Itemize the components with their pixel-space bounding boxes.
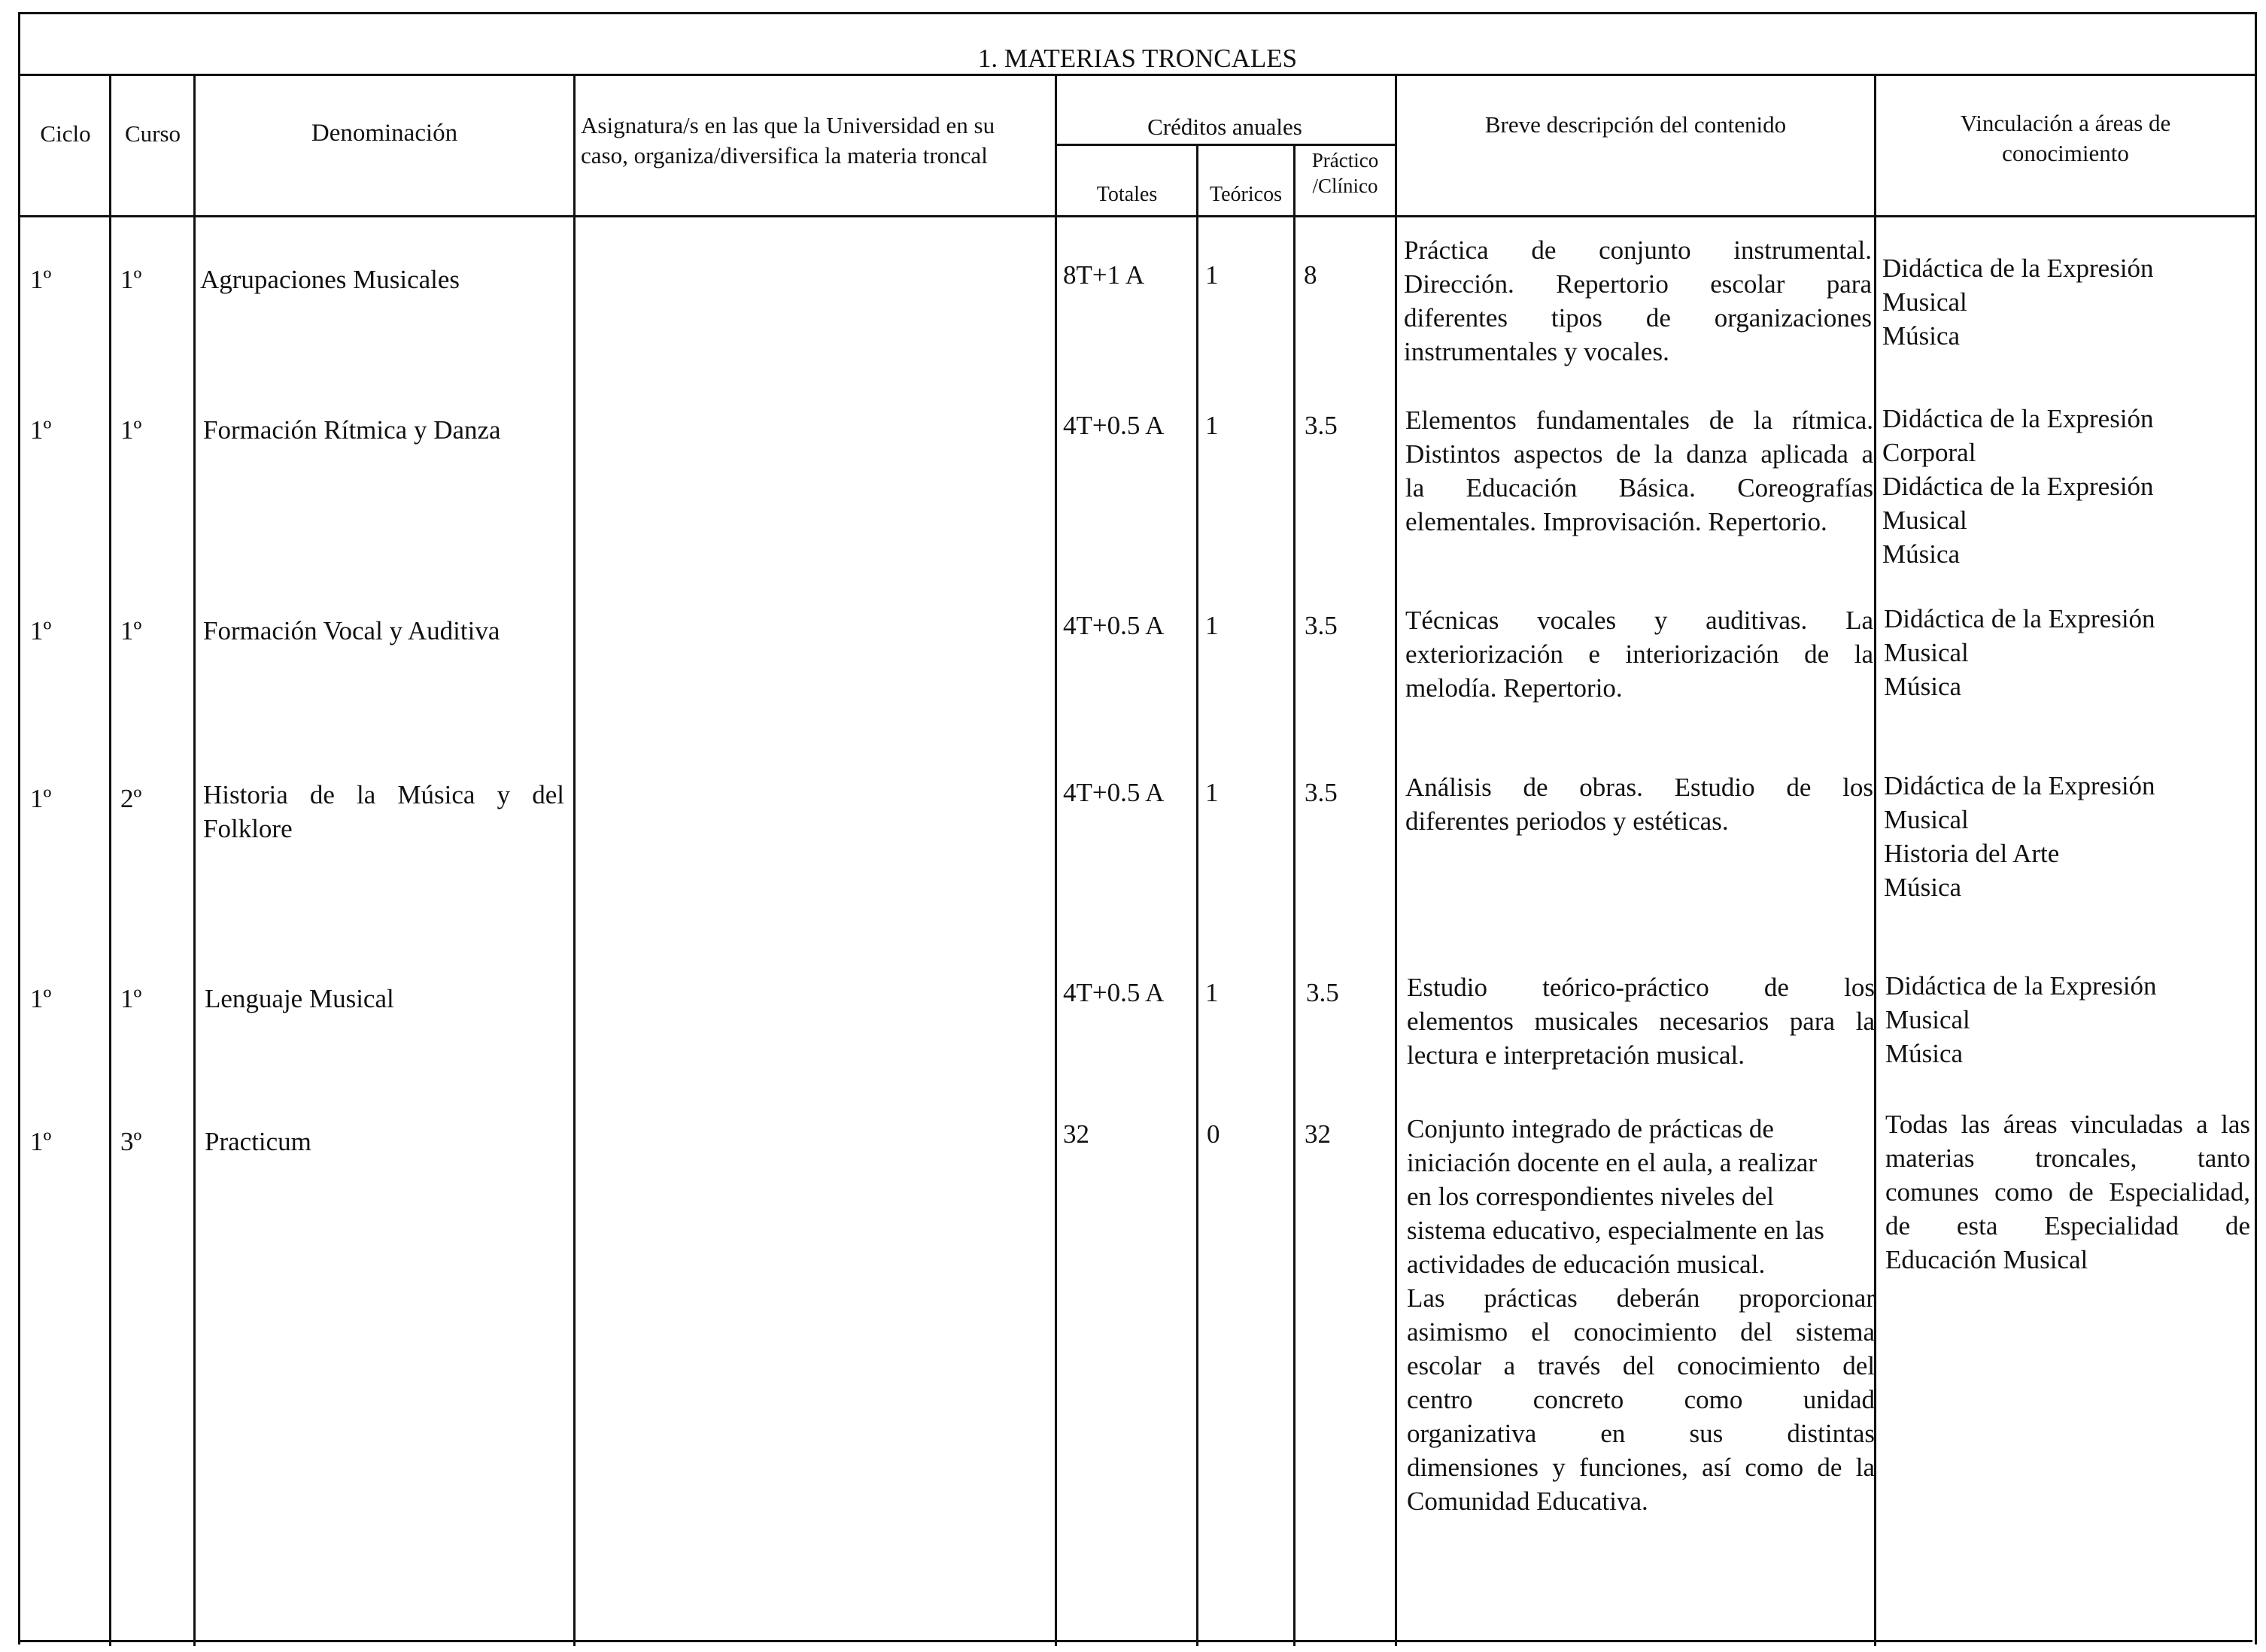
cell-descripcion (1405, 603, 1873, 705)
area-line: Música (1882, 321, 1961, 351)
cell-ciclo: 1º (30, 1127, 52, 1156)
table-top-rule (18, 12, 2257, 14)
desc-line: diferentes periodos y estéticas. (1405, 806, 1729, 836)
area-line: Música (1882, 539, 1961, 569)
cell-teoricos: 1 (1205, 411, 1219, 440)
cell-denominacion: Agrupaciones Musicales (200, 265, 460, 294)
desc-line: Elementos fundamentales de la rítmica. (1405, 405, 1873, 435)
desc-line: sistema educativo, especialmente en las (1407, 1216, 1824, 1245)
desc-line: exteriorización e interiorización de la (1405, 639, 1873, 669)
cell-teoricos: 0 (1207, 1119, 1220, 1149)
desc-line: elementales. Improvisación. Repertorio. (1405, 507, 1827, 536)
area-line: comunes como de Especialidad, (1885, 1177, 2250, 1207)
cell-denominacion: Formación Rítmica y Danza (203, 415, 501, 445)
desc-line: Distintos aspectos de la danza aplicada a (1405, 439, 1873, 469)
cell-denominacion: Practicum (205, 1127, 311, 1156)
cell-totales: 4T+0.5 A (1063, 611, 1165, 640)
desc-line: actividades de educación musical. (1407, 1250, 1766, 1279)
col-rule-ciclo (109, 74, 111, 1646)
table-bottom-rule (18, 1640, 2252, 1642)
area-line: materias troncales, tanto (1885, 1143, 2250, 1173)
header-totales: Totales (1096, 183, 1158, 206)
cell-descripcion (1407, 1112, 1875, 1518)
denominacion-line: Historia de la Música y del (203, 780, 564, 809)
desc-line: asimismo el conocimiento del sistema (1407, 1317, 1875, 1347)
cell-practico: 3.5 (1305, 611, 1338, 640)
area-line: Didáctica de la Expresión (1882, 404, 2154, 433)
cell-curso: 1º (120, 616, 142, 645)
header-asignatura-line2: caso, organiza/diversifica la materia troncal (581, 142, 988, 169)
cell-practico: 3.5 (1306, 978, 1339, 1007)
cell-teoricos: 1 (1205, 611, 1219, 640)
cell-areas (1882, 251, 2247, 353)
denominacion-line: Folklore (203, 814, 293, 843)
table-left-rule (18, 12, 20, 1644)
cell-curso: 1º (120, 415, 142, 445)
cell-practico: 32 (1305, 1119, 1331, 1149)
desc-line: elementos musicales necesarios para la (1407, 1007, 1875, 1036)
desc-line: iniciación docente en el aula, a realizar (1407, 1148, 1818, 1177)
cell-curso: 1º (120, 984, 142, 1013)
cell-curso: 1º (120, 265, 142, 294)
desc-line: Análisis de obras. Estudio de los (1405, 773, 1873, 802)
area-line: Música (1885, 1039, 1964, 1068)
cell-denominacion (203, 778, 564, 846)
desc-line: Práctica de conjunto instrumental. (1404, 235, 1872, 265)
area-line: Musical (1885, 1005, 1970, 1034)
desc-line: Comunidad Educativa. (1407, 1486, 1648, 1516)
header-teoricos: Teóricos (1209, 183, 1282, 206)
desc-line: instrumentales y vocales. (1404, 337, 1669, 366)
header-denominacion: Denominación (311, 120, 458, 147)
cell-totales: 8T+1 A (1063, 260, 1145, 290)
cell-teoricos: 1 (1205, 260, 1219, 290)
area-line: de esta Especialidad de (1885, 1211, 2250, 1241)
cell-practico: 8 (1304, 260, 1317, 290)
desc-line: organizativa en sus distintas (1407, 1419, 1875, 1448)
cell-denominacion: Formación Vocal y Auditiva (203, 616, 500, 645)
cell-ciclo: 1º (30, 415, 52, 445)
header-bottom-rule (18, 215, 2257, 217)
header-vinculacion-line1: Vinculación a áreas de (1960, 110, 2171, 136)
desc-line: Conjunto integrado de prácticas de (1407, 1114, 1774, 1143)
desc-line: dimensiones y funciones, así como de la (1407, 1453, 1875, 1482)
cell-areas (1884, 769, 2249, 904)
col-rule-teoricos (1293, 144, 1296, 1646)
desc-line: Estudio teórico-práctico de los (1407, 973, 1875, 1002)
title-bottom-rule (18, 74, 2257, 76)
table-right-rule (2255, 12, 2257, 1644)
area-line: Historia del Arte (1884, 839, 2060, 868)
cell-areas (1885, 1107, 2250, 1277)
header-curso: Curso (124, 120, 181, 147)
col-rule-curso (193, 74, 196, 1646)
header-ciclo: Ciclo (40, 120, 91, 147)
cell-descripcion (1407, 970, 1875, 1072)
area-line: Corporal (1882, 438, 1976, 467)
area-line: Didáctica de la Expresión (1882, 254, 2154, 283)
col-rule-denominacion (573, 74, 576, 1646)
desc-line: escolar a través del conocimiento del (1407, 1351, 1875, 1380)
area-line: Didáctica de la Expresión (1884, 771, 2155, 800)
area-line: Didáctica de la Expresión (1882, 472, 2154, 501)
cell-totales: 4T+0.5 A (1063, 778, 1165, 807)
cell-totales: 32 (1063, 1119, 1089, 1149)
area-line: Musical (1884, 805, 1969, 834)
desc-line: en los correspondientes niveles del (1407, 1182, 1774, 1211)
cell-descripcion (1404, 233, 1872, 369)
area-line: Musical (1882, 287, 1967, 317)
header-asignatura-line1: Asignatura/s en las que la Universidad en su (581, 112, 995, 138)
cell-denominacion: Lenguaje Musical (205, 984, 394, 1013)
col-rule-totales (1196, 144, 1198, 1646)
table-title: 1. MATERIAS TRONCALES (977, 44, 1298, 73)
header-practico-line1: Práctico (1311, 149, 1379, 172)
header-descripcion: Breve descripción del contenido (1484, 111, 1787, 138)
area-line: Educación Musical (1885, 1245, 2088, 1274)
cell-curso: 3º (120, 1127, 142, 1156)
cell-ciclo: 1º (30, 784, 52, 813)
col-rule-practico (1395, 74, 1397, 1646)
header-practico-line2: /Clínico (1312, 175, 1378, 197)
cell-ciclo: 1º (30, 984, 52, 1013)
desc-line: Las prácticas deberán proporcionar (1407, 1283, 1875, 1313)
desc-line: diferentes tipos de organizaciones (1404, 303, 1872, 333)
cell-areas (1882, 402, 2247, 571)
cell-practico: 3.5 (1305, 411, 1338, 440)
desc-line: Técnicas vocales y auditivas. La (1405, 606, 1873, 635)
col-rule-asignatura (1055, 74, 1057, 1646)
cell-areas (1884, 602, 2249, 703)
area-line: Música (1884, 873, 1962, 902)
desc-line: lectura e interpretación musical. (1407, 1040, 1745, 1070)
cell-ciclo: 1º (30, 616, 52, 645)
cell-curso: 2º (120, 784, 142, 813)
desc-line: la Educación Básica. Coreografías (1405, 473, 1873, 503)
header-creditos: Créditos anuales (1147, 114, 1302, 140)
area-line: Didáctica de la Expresión (1885, 971, 2157, 1001)
cell-descripcion (1405, 770, 1873, 838)
cell-teoricos: 1 (1205, 778, 1219, 807)
area-line: Música (1884, 672, 1962, 701)
cell-practico: 3.5 (1305, 778, 1338, 807)
creditos-sub-rule (1055, 144, 1395, 146)
area-line: Musical (1884, 638, 1969, 667)
header-vinculacion-line2: conocimiento (2002, 140, 2129, 166)
desc-line: melodía. Repertorio. (1405, 673, 1623, 703)
area-line: Didáctica de la Expresión (1884, 604, 2155, 633)
desc-line: Dirección. Repertorio escolar para (1404, 269, 1872, 299)
area-line: Musical (1882, 506, 1967, 535)
cell-descripcion (1405, 403, 1873, 539)
cell-totales: 4T+0.5 A (1063, 411, 1165, 440)
cell-ciclo: 1º (30, 265, 52, 294)
cell-areas (1885, 969, 2250, 1070)
area-line: Todas las áreas vinculadas a las (1885, 1110, 2250, 1139)
cell-totales: 4T+0.5 A (1063, 978, 1165, 1007)
cell-teoricos: 1 (1205, 978, 1219, 1007)
desc-line: centro concreto como unidad (1407, 1385, 1875, 1414)
